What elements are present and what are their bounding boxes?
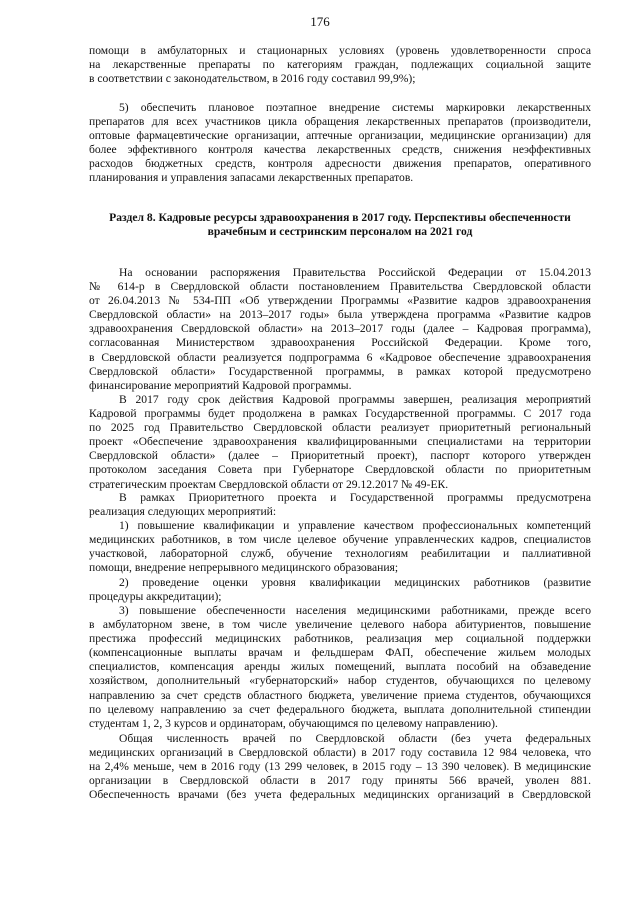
paragraph-program-continuation xyxy=(89,393,591,492)
paragraph-doctor-statistics xyxy=(89,732,591,802)
text-line: студентам 1, 2, 3 курсов и ординаторам, обучающимся по целевому направлению). xyxy=(89,716,498,730)
text-line: Общая численность врачей по Свердловской области (без учета федеральных xyxy=(119,732,591,745)
text-line: специалистов, компенсация аренды жилых помещений, выплата пособий на обзаведение xyxy=(89,660,591,674)
paragraph-measures-intro xyxy=(89,491,591,519)
paragraph-item-5 xyxy=(89,101,591,186)
text-line: Обеспеченность врачами (без учета федеральных медицинских организаций в Свердловской xyxy=(89,788,591,802)
list-item-3 xyxy=(89,604,591,731)
text-line: на лекарственные препараты по категориям граждан, подлежащих социальной защите xyxy=(89,58,591,72)
text-line: расходов бюджетных средств, контроля адресности движения препаратов, оперативного xyxy=(89,157,591,171)
text-line: организации в Свердловской области в 2017 году приняты 566 врачей, уволен 881. xyxy=(89,774,591,788)
list-item-2 xyxy=(89,576,591,604)
text-line: стратегическим проектам Свердловской области от 29.12.2017 № 49-ЕК. xyxy=(89,477,449,491)
page-number: 176 xyxy=(310,14,330,29)
text-line: препаратов для всех участников цикла обращения лекарственных препаратов (производители, xyxy=(89,115,591,129)
text-line: В рамках Приоритетного проекта и Государственной программы предусмотрена xyxy=(119,491,591,504)
list-item-1 xyxy=(89,519,591,575)
text-line: 1) повышение квалификации и управление качеством профессиональных компетенций xyxy=(119,519,591,532)
text-line: по 2025 год Правительство Свердловской области реализует приоритетный региональный xyxy=(89,421,591,435)
text-line: Раздел 8. Кадровые ресурсы здравоохранения в 2017 году. Перспективы обеспеченности xyxy=(109,211,571,224)
text-line: проект «Обеспечение здравоохранения квалифицированными специалистами на территории xyxy=(89,435,591,449)
text-line: реализация следующих мероприятий: xyxy=(89,505,277,519)
text-line: от 26.04.2013 № 534-ПП «Об утверждении Программы «Развитие кадров здравоохранения xyxy=(89,294,591,308)
text-line: в амбулаторном звене, в том числе увеличение целевого набора абитуриентов, повышение xyxy=(89,618,591,632)
text-line: на 2,4% меньше, чем в 2016 году (13 299 человек, в 2015 году – 13 390 человек). В медицинские xyxy=(89,760,591,774)
text-line: более эффективного контроля качества лекарственных средств, снижения неэффективных xyxy=(89,143,591,157)
text-line: здравоохранения Свердловской области» на 2013–2017 годы (далее – Кадровая программа), xyxy=(89,322,591,336)
paragraph-continuation xyxy=(89,44,591,86)
text-line: Свердловской области» (далее – Приоритетный проект), паспорт которого утвержден xyxy=(89,449,591,463)
text-line: медицинских организаций в Свердловской области) в 2017 году составила 12 984 человека, что xyxy=(89,746,591,760)
text-line: № 614-р в Свердловской области постановлением Правительства Свердловской области xyxy=(89,280,591,294)
text-line: 3) повышение обеспеченности населения медицинскими работниками, прежде всего xyxy=(119,604,591,617)
text-line: Свердловской области» на 2013–2017 годы» была утверждена программа «Развитие кадров xyxy=(89,308,591,322)
text-line: в соответствии с законодательством, в 2016 году составил 99,9%); xyxy=(89,72,416,86)
text-line: хозяйством, дополнительный «губернаторский» набор студентов, обучающихся по целевому xyxy=(89,674,591,688)
text-line: 5) обеспечить плановое поэтапное внедрение системы маркировки лекарственных xyxy=(119,101,591,114)
text-line: медицинских работников, в том числе целевое обучение управленческих кадров, специалистов xyxy=(89,533,591,547)
text-line: согласованная Министерством здравоохранения Российской Федерации. Кроме того, xyxy=(89,336,591,350)
text-line: в Свердловской области реализуется подпрограмма 6 «Кадровое обеспечение здравоохранения xyxy=(89,350,591,364)
text-line: В 2017 году срок действия Кадровой программы завершен, реализация мероприятий xyxy=(119,393,591,406)
section-heading xyxy=(89,211,591,239)
text-line: протоколом заседания Совета при Губернаторе Свердловской области по приоритетным xyxy=(89,463,591,477)
paragraph-legal-basis xyxy=(89,266,591,393)
text-line: финансирование мероприятий Кадровой программы. xyxy=(89,378,352,392)
text-line: помощи в амбулаторных и стационарных условиях (уровень удовлетворенности спроса xyxy=(89,44,591,57)
text-line: по целевому направлению за счет федерального бюджета, выплата дополнительной стипендии xyxy=(89,702,591,716)
text-line: направлению за счет средств областного бюджета, увеличение приема студентов, обучающихся xyxy=(89,688,591,702)
text-line: планирования и управления запасами лекарственных препаратов. xyxy=(89,171,414,185)
text-line: На основании распоряжения Правительства Российской Федерации от 15.04.2013 xyxy=(119,266,591,279)
text-line: 2) проведение оценки уровня квалификации медицинских работников (развитие xyxy=(119,576,591,589)
text-line: врачебным и сестринским персоналом на 2021 год xyxy=(207,225,473,239)
text-line: оптовые фармацевтические организации, аптечные организации, медицинские организации) для xyxy=(89,129,591,143)
text-line: Кадровой программы будет продолжена в рамках Государственной программы. С 2017 года xyxy=(89,407,591,421)
text-line: (компенсационные выплаты врачам и фельдшерам ФАП, обеспечение жильем молодых xyxy=(89,646,591,660)
text-line: участковой, лабораторной служб, обучение технологиям реабилитации и паллиативной xyxy=(89,547,591,561)
text-line: престижа профессий медицинских работников, реализация мер социальной поддержки xyxy=(89,632,591,646)
text-line: помощи, внедрение непрерывного медицинского образования; xyxy=(89,561,399,575)
text-line: процедуры аккредитации); xyxy=(89,590,222,604)
text-line: Свердловской области» Государственной программы, в рамках которой предусмотрено xyxy=(89,364,591,378)
